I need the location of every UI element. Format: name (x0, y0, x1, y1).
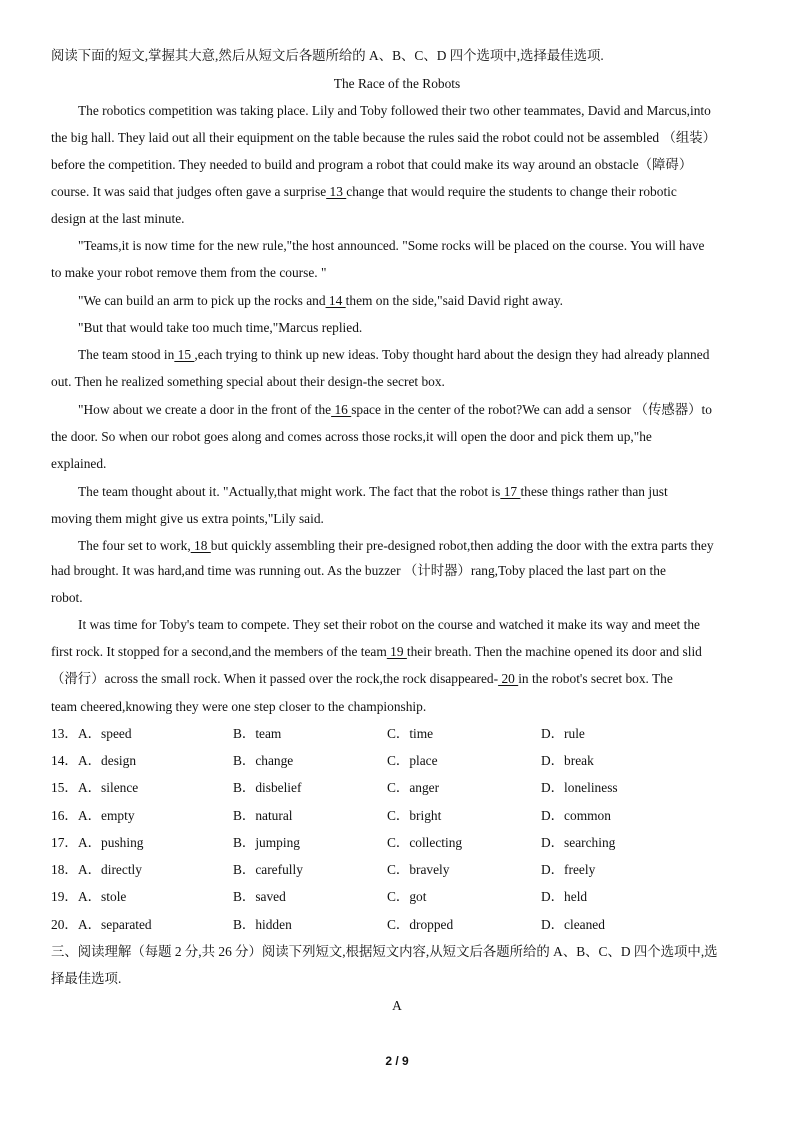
option-c[interactable]: C．anger (387, 780, 440, 795)
option-b[interactable]: B．saved (233, 889, 286, 904)
passage-line: （滑行）across the small rock. When it passed over the rock,the rock disappeared- 20 in the robot's secret box. The (51, 671, 673, 686)
question-number: 18． (51, 862, 78, 877)
option-a[interactable]: A．silence (78, 780, 139, 795)
passage-line: The robotics competition was taking place. Lily and Toby followed their two other teammates, David and Marcus,into (78, 103, 711, 118)
option-d[interactable]: D．common (541, 808, 611, 823)
blank-13: 13 (326, 184, 347, 199)
option-a[interactable]: A．design (78, 753, 137, 768)
blank-14: 14 (325, 293, 346, 308)
option-b[interactable]: B．natural (233, 808, 293, 823)
blank-18: 18 (190, 538, 211, 553)
question-number: 16． (51, 808, 78, 823)
passage-line: out. Then he realized something special about their design-the secret box. (51, 374, 445, 389)
section-label-a: A (392, 998, 402, 1013)
option-a[interactable]: A．directly (78, 862, 142, 877)
passage-line: It was time for Toby's team to compete. They set their robot on the course and watched it make its way and meet the (78, 617, 700, 632)
passage-line: before the competition. They needed to build and program a robot that could make its way around an obstacle（障碍） (51, 157, 693, 172)
passage-line: robot. (51, 590, 83, 605)
passage-line: "Teams,it is now time for the new rule,"the host announced. "Some rocks will be placed on the course. You will have (78, 238, 705, 253)
passage-line: the door. So when our robot goes along and comes across those rocks,it will open the door and pick them up,"he (51, 429, 652, 444)
blank-15: 15 (174, 347, 195, 362)
option-d[interactable]: D．rule (541, 726, 585, 741)
passage-line: team cheered,knowing they were one step closer to the championship. (51, 699, 427, 714)
passage-line: The team stood in 15 ,each trying to think up new ideas. Toby thought hard about the design they had already planned (78, 347, 710, 362)
passage-line: course. It was said that judges often gave a surprise 13 change that would require the students to change their robotic (51, 184, 677, 199)
passage-line: "We can build an arm to pick up the rocks and 14 them on the side,"said David right away. (78, 293, 563, 308)
option-c[interactable]: C．bright (387, 808, 442, 823)
option-c[interactable]: C．collecting (387, 835, 463, 850)
blank-16: 16 (331, 402, 352, 417)
section-heading: 三、阅读理解（每题 2 分,共 26 分）阅读下列短文,根据短文内容,从短文后各题所给的 A、B、C、D 四个选项中,选 (51, 944, 718, 959)
option-a[interactable]: A．separated (78, 917, 152, 932)
passage-line: first rock. It stopped for a second,and the members of the team 19 their breath. Then the machine opened its door and slid (51, 644, 702, 659)
question-number: 15． (51, 780, 78, 795)
option-c[interactable]: C．place (387, 753, 438, 768)
question-number: 20． (51, 917, 78, 932)
option-c[interactable]: C．bravely (387, 862, 450, 877)
passage-title: The Race of the Robots (333, 76, 461, 91)
option-d[interactable]: D．held (541, 889, 588, 904)
option-c[interactable]: C．time (387, 726, 434, 741)
option-d[interactable]: D．cleaned (541, 917, 605, 932)
passage-line: had brought. It was hard,and time was running out. As the buzzer （计时器）rang,Toby placed the last part on the (51, 563, 666, 578)
section-heading-cont: 择最佳选项. (51, 971, 122, 986)
option-a[interactable]: A．speed (78, 726, 132, 741)
option-b[interactable]: B．jumping (233, 835, 300, 850)
passage-line: The team thought about it. "Actually,that might work. The fact that the robot is 17 these things rather than just (78, 484, 668, 499)
option-b[interactable]: B．change (233, 753, 294, 768)
option-c[interactable]: C．got (387, 889, 427, 904)
option-a[interactable]: A．empty (78, 808, 135, 823)
passage-line: to make your robot remove them from the course. " (51, 265, 327, 280)
question-number: 17． (51, 835, 78, 850)
passage-line: "How about we create a door in the front of the 16 space in the center of the robot?We can add a sensor （传感器）to (78, 402, 712, 417)
option-a[interactable]: A．pushing (78, 835, 144, 850)
blank-20: 20 (498, 671, 519, 686)
instruction-text: 阅读下面的短文,掌握其大意,然后从短文后各题所给的 A、B、C、D 四个选项中,选择最佳选项. (51, 48, 604, 63)
passage-line: The four set to work, 18 but quickly assembling their pre-designed robot,then adding the door with the extra parts they (78, 538, 714, 553)
option-d[interactable]: D．loneliness (541, 780, 618, 795)
option-b[interactable]: B．team (233, 726, 282, 741)
question-number: 14． (51, 753, 78, 768)
option-d[interactable]: D．freely (541, 862, 596, 877)
page-number: 2 / 9 (385, 1054, 409, 1068)
passage-line: design at the last minute. (51, 211, 185, 226)
option-b[interactable]: B．disbelief (233, 780, 302, 795)
passage-line: "But that would take too much time,"Marcus replied. (78, 320, 363, 335)
option-c[interactable]: C．dropped (387, 917, 454, 932)
option-a[interactable]: A．stole (78, 889, 127, 904)
option-d[interactable]: D．searching (541, 835, 616, 850)
passage-line: moving them might give us extra points,"Lily said. (51, 511, 324, 526)
passage-line: the big hall. They laid out all their equipment on the table because the rules said the robot could not be assembled （组装） (51, 130, 717, 145)
option-b[interactable]: B．carefully (233, 862, 303, 877)
blank-19: 19 (386, 644, 407, 659)
blank-17: 17 (500, 484, 521, 499)
option-d[interactable]: D．break (541, 753, 594, 768)
question-number: 13． (51, 726, 78, 741)
passage-line: explained. (51, 456, 107, 471)
option-b[interactable]: B．hidden (233, 917, 292, 932)
question-number: 19． (51, 889, 78, 904)
